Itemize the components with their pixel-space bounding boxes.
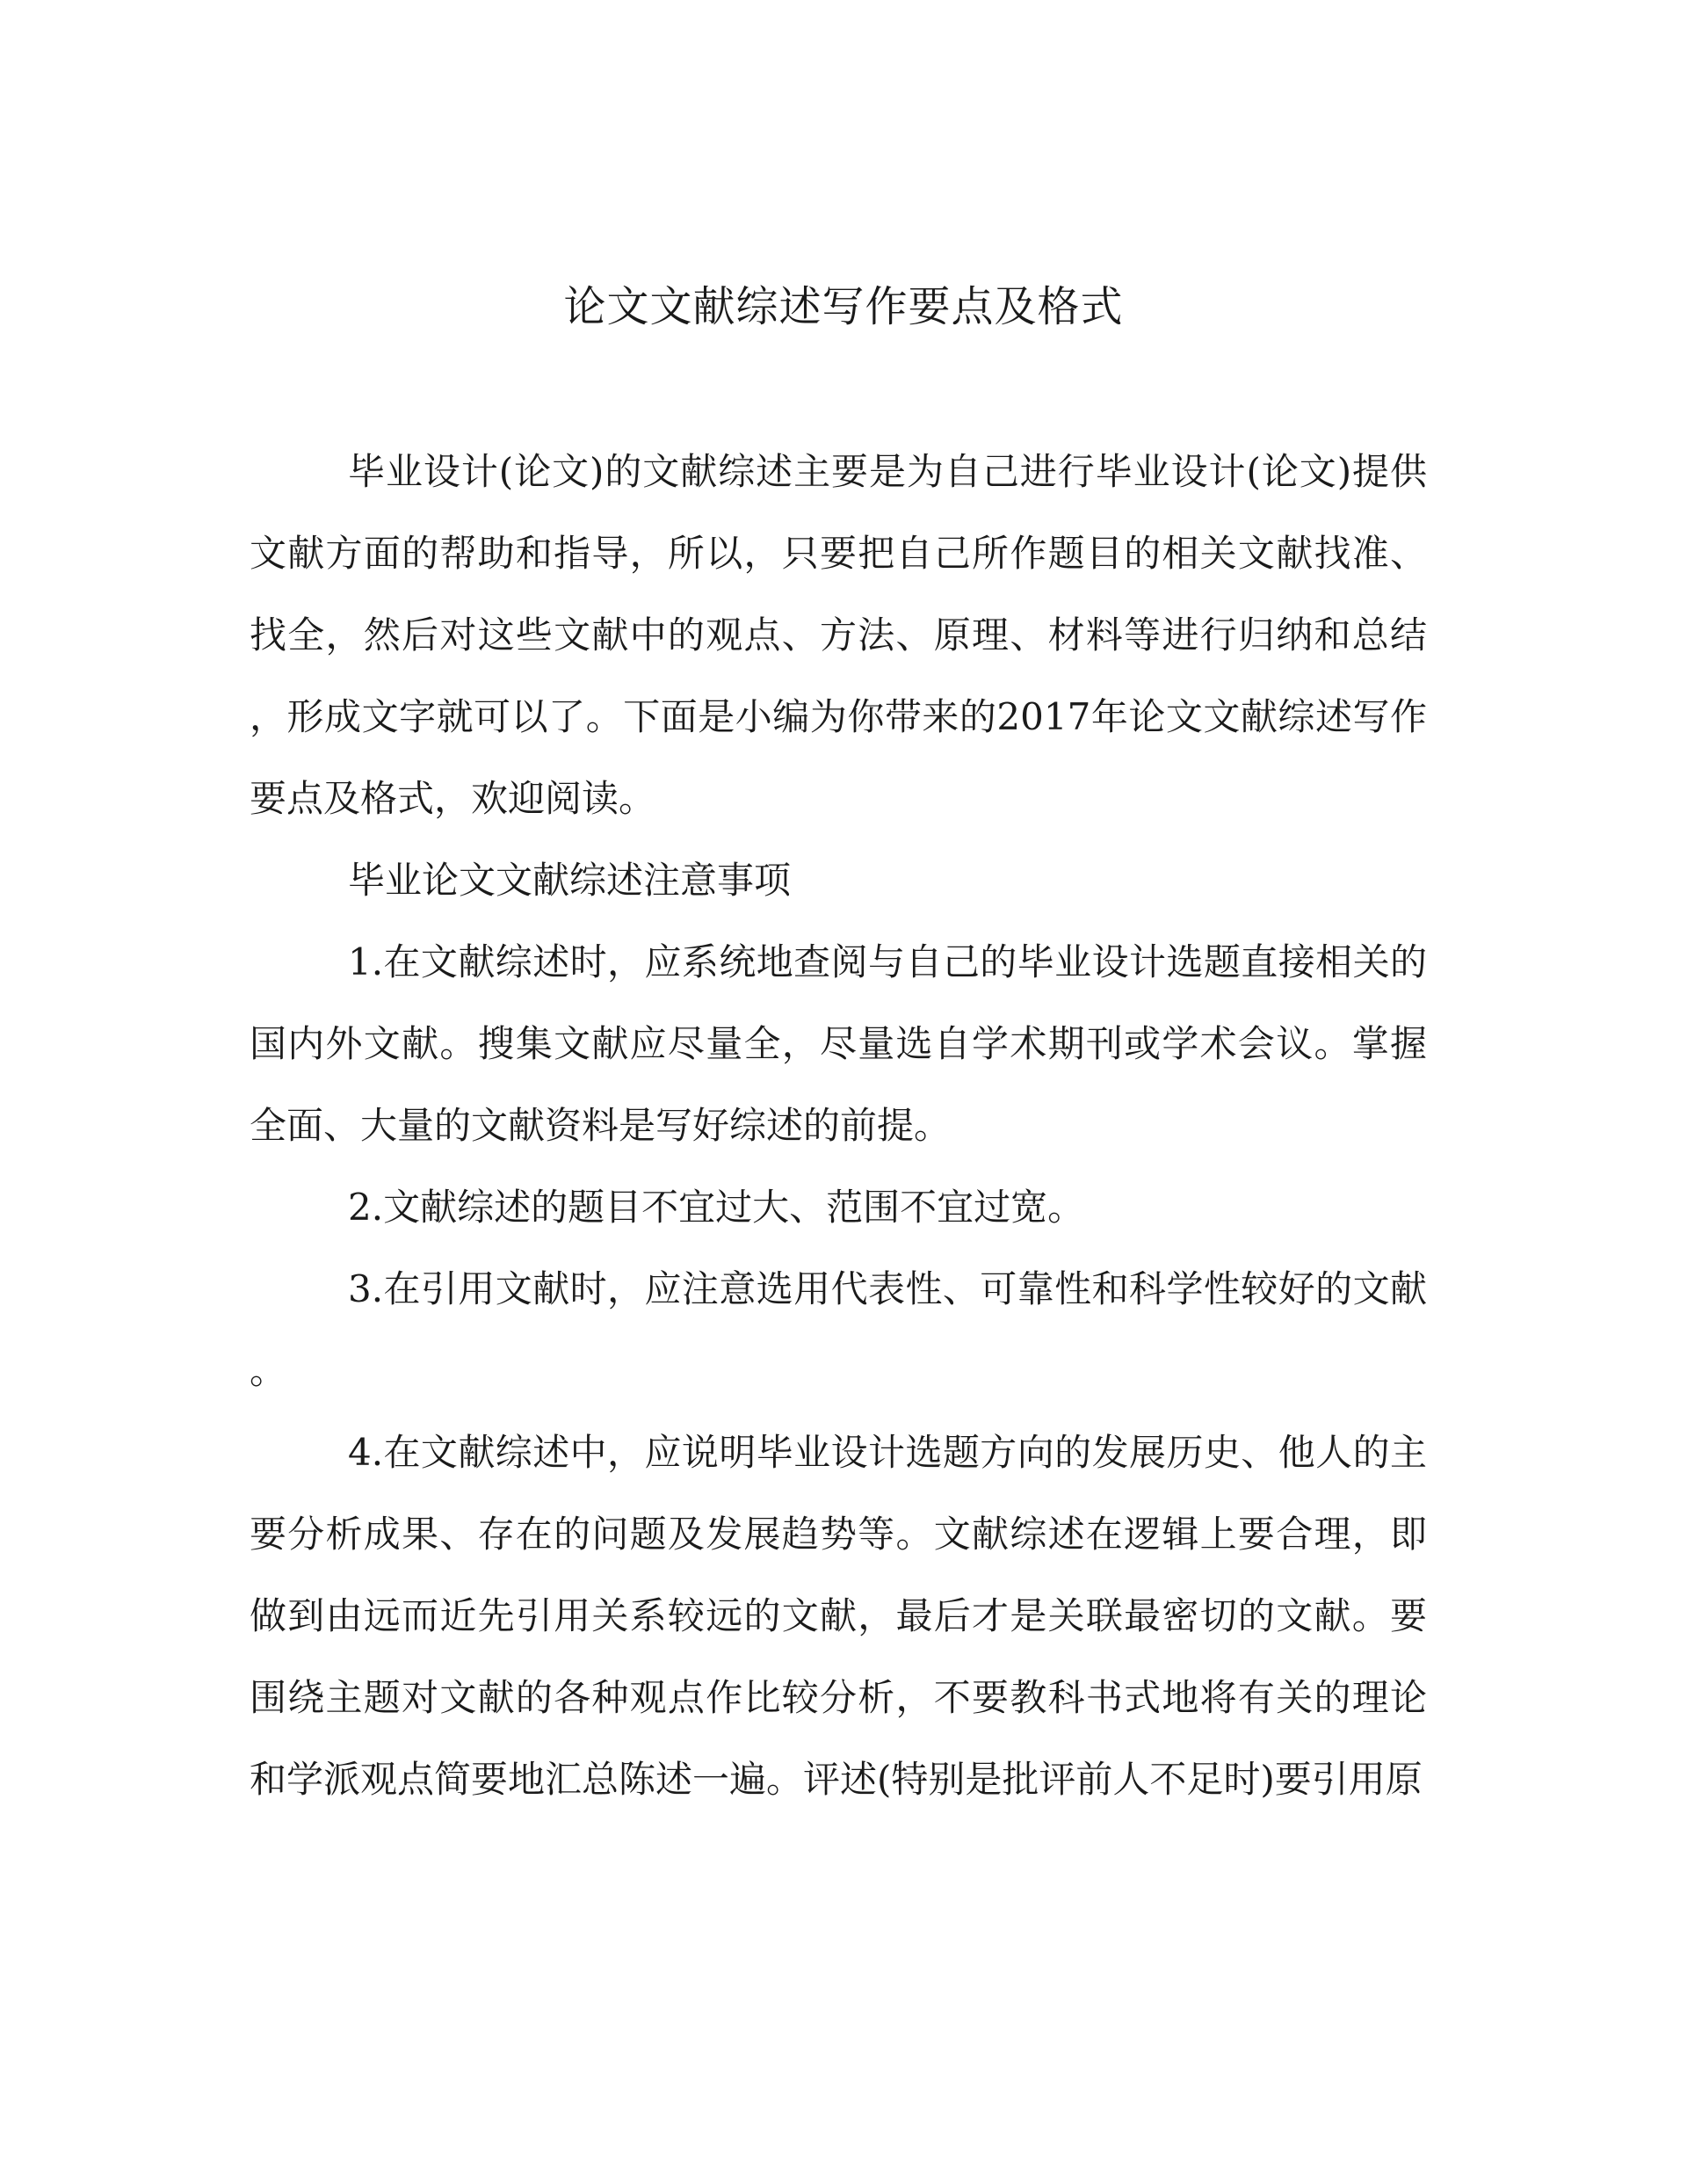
document-title: 论文文献综述写作要点及格式 (563, 282, 1124, 331)
paragraph-item-1: 1.在文献综述时，应系统地查阅与自己的毕业设计选题直接相关的国内外文献。搜集文献应尽量全，尽量选自学术期刊或学术会议。掌握全面、大量的文献资料是写好综述的前提。 (250, 940, 1427, 1147)
section-heading-notes: 毕业论文文献综述注意事项 (348, 859, 792, 902)
paragraph-item-4: 4.在文献综述中，应说明毕业设计选题方向的发展历史、他人的主要分析成果、存在的问题及发展趋势等。文献综述在逻辑上要合理，即做到由远而近先引用关系较远的文献，最后才是关联最密切的文献。要围绕主题对文献的各种观点作比较分析，不要教科书式地将有关的理论和学派观点简要地汇总陈述一遍。评述(特别是批评前人不足时)要引用原 (250, 1431, 1427, 1801)
document-body (250, 431, 1427, 1820)
paragraph-intro: 毕业设计(论文)的文献综述主要是为自己进行毕业设计(论文)提供文献方面的帮助和指导，所以，只要把自己所作题目的相关文献找准、找全，然后对这些文献中的观点、方法、原理、材料等进行归纳和总结，形成文字就可以了。下面是小编为你带来的2017年论文文献综述写作要点及格式，欢迎阅读。 (250, 450, 1427, 820)
paragraph-item-3: 3.在引用文献时，应注意选用代表性、可靠性和科学性较好的文献。 (250, 1267, 1427, 1392)
paragraph-item-2: 2.文献综述的题目不宜过大、范围不宜过宽。 (348, 1186, 1085, 1229)
